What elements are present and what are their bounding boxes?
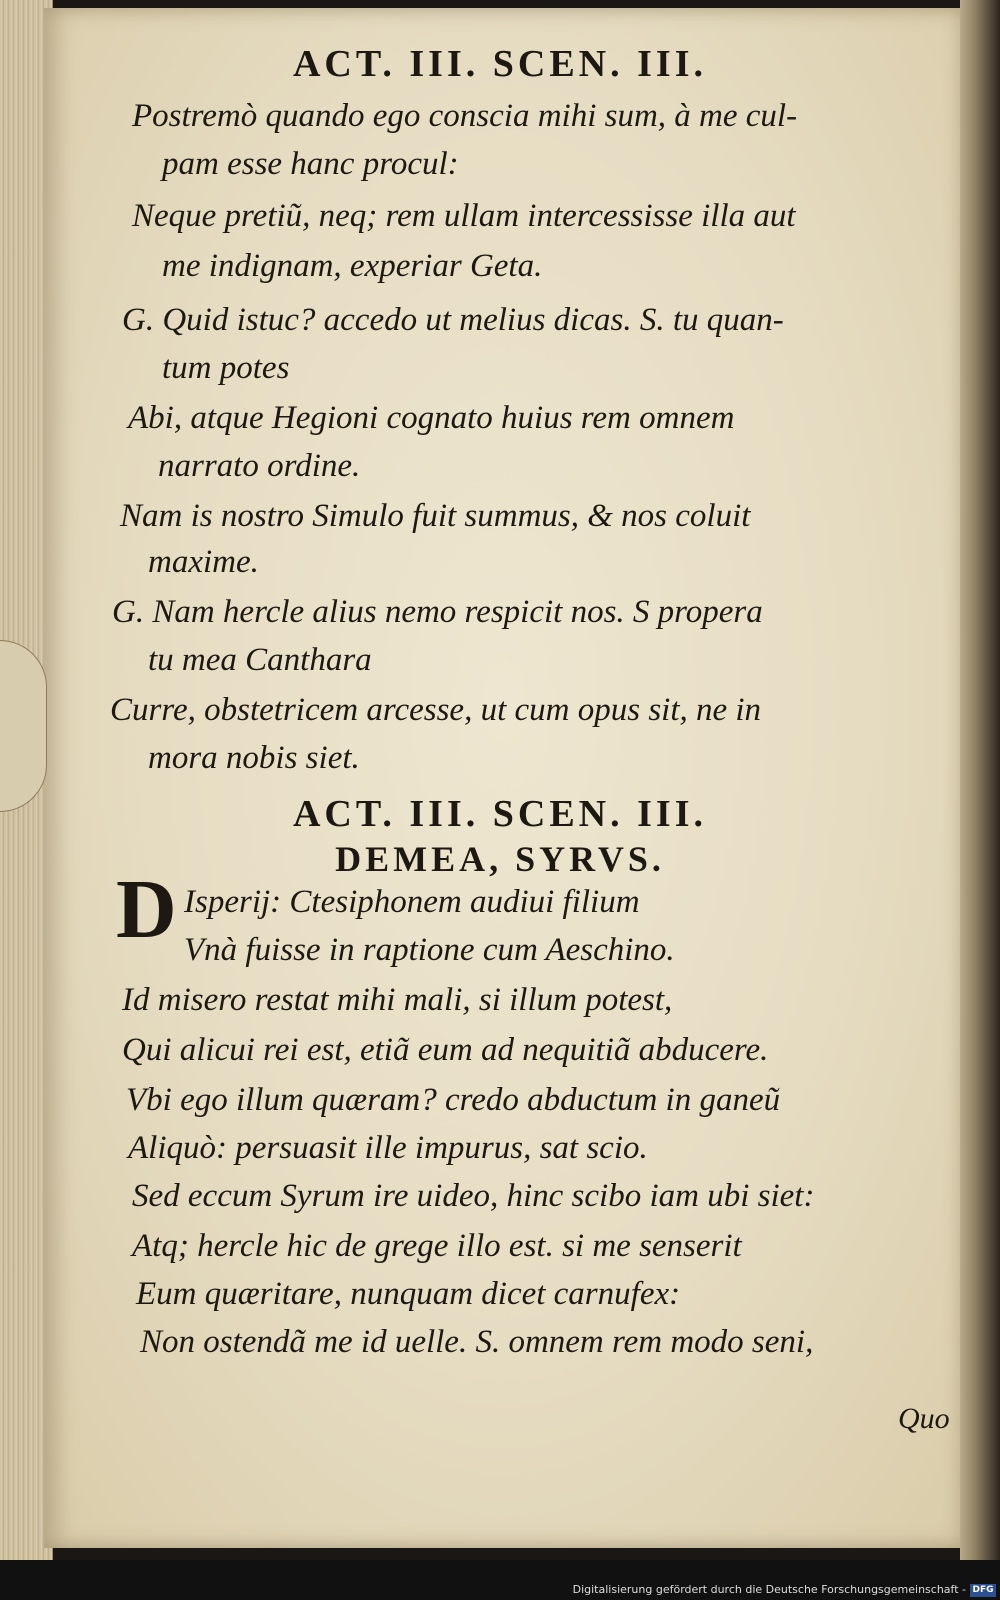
- text-line: Eum quæritare, nunquam dicet carnufex:: [136, 1276, 681, 1312]
- text-line: G. Quid istuc? accedo ut melius dicas. S. tu quan-: [122, 302, 784, 338]
- text-line: Postremò quando ego conscia mihi sum, à me cul-: [132, 98, 798, 134]
- text-line: Abi, atque Hegioni cognato huius rem omnem: [128, 400, 735, 436]
- text-line: Isperij: Ctesiphonem audiui filium: [184, 884, 640, 920]
- text-line: Atq; hercle hic de grege illo est. si me senserit: [132, 1228, 742, 1264]
- text-line: Nam is nostro Simulo fuit summus, & nos coluit: [120, 498, 751, 534]
- text-line: Vbi ego illum quæram? credo abductum in ganeũ: [126, 1082, 781, 1118]
- text-line: Sed eccum Syrum ire uideo, hinc scibo iam ubi siet:: [132, 1178, 815, 1214]
- text-line: Id misero restat mihi mali, si illum potest,: [122, 982, 673, 1018]
- text-line: tu mea Canthara: [148, 642, 372, 678]
- paper-sheet: [44, 8, 964, 1548]
- text-line: pam esse hanc procul:: [162, 146, 459, 182]
- scene-header: ACT. III. SCEN. III.: [292, 793, 707, 835]
- text-line: mora nobis siet.: [148, 740, 360, 776]
- catchword: Quo: [898, 1402, 950, 1435]
- right-page-edge: [960, 0, 1000, 1560]
- text-line: Curre, obstetricem arcesse, ut cum opus sit, ne in: [110, 692, 762, 728]
- drop-cap: D: [116, 863, 177, 956]
- clasp-tab: [0, 640, 47, 812]
- text-line: Non ostendã me id uelle. S. omnem rem modo seni,: [140, 1324, 814, 1360]
- text-line: tum potes: [162, 350, 290, 386]
- text-line: narrato ordine.: [158, 448, 361, 484]
- text-line: Vnà fuisse in raptione cum Aeschino.: [184, 932, 675, 968]
- running-header: ACT. III. SCEN. III.: [292, 43, 707, 85]
- text-line: me indignam, experiar Geta.: [162, 248, 543, 284]
- character-list: DEMEA, SYRVS.: [335, 839, 665, 879]
- text-line: Neque pretiũ, neq; rem ullam intercessisse illa aut: [132, 198, 796, 234]
- text-line: Aliquò: persuasit ille impurus, sat scio.: [128, 1130, 648, 1166]
- funding-credit: Digitalisierung gefördert durch die Deutsche Forschungsgemeinschaft -: [572, 1583, 966, 1596]
- text-line: maxime.: [148, 544, 259, 580]
- dfg-logo-icon: DFG: [970, 1584, 996, 1597]
- text-line: Qui alicui rei est, etiã eum ad nequitiã abducere.: [122, 1032, 769, 1068]
- text-line: G. Nam hercle alius nemo respicit nos. S propera: [112, 594, 763, 630]
